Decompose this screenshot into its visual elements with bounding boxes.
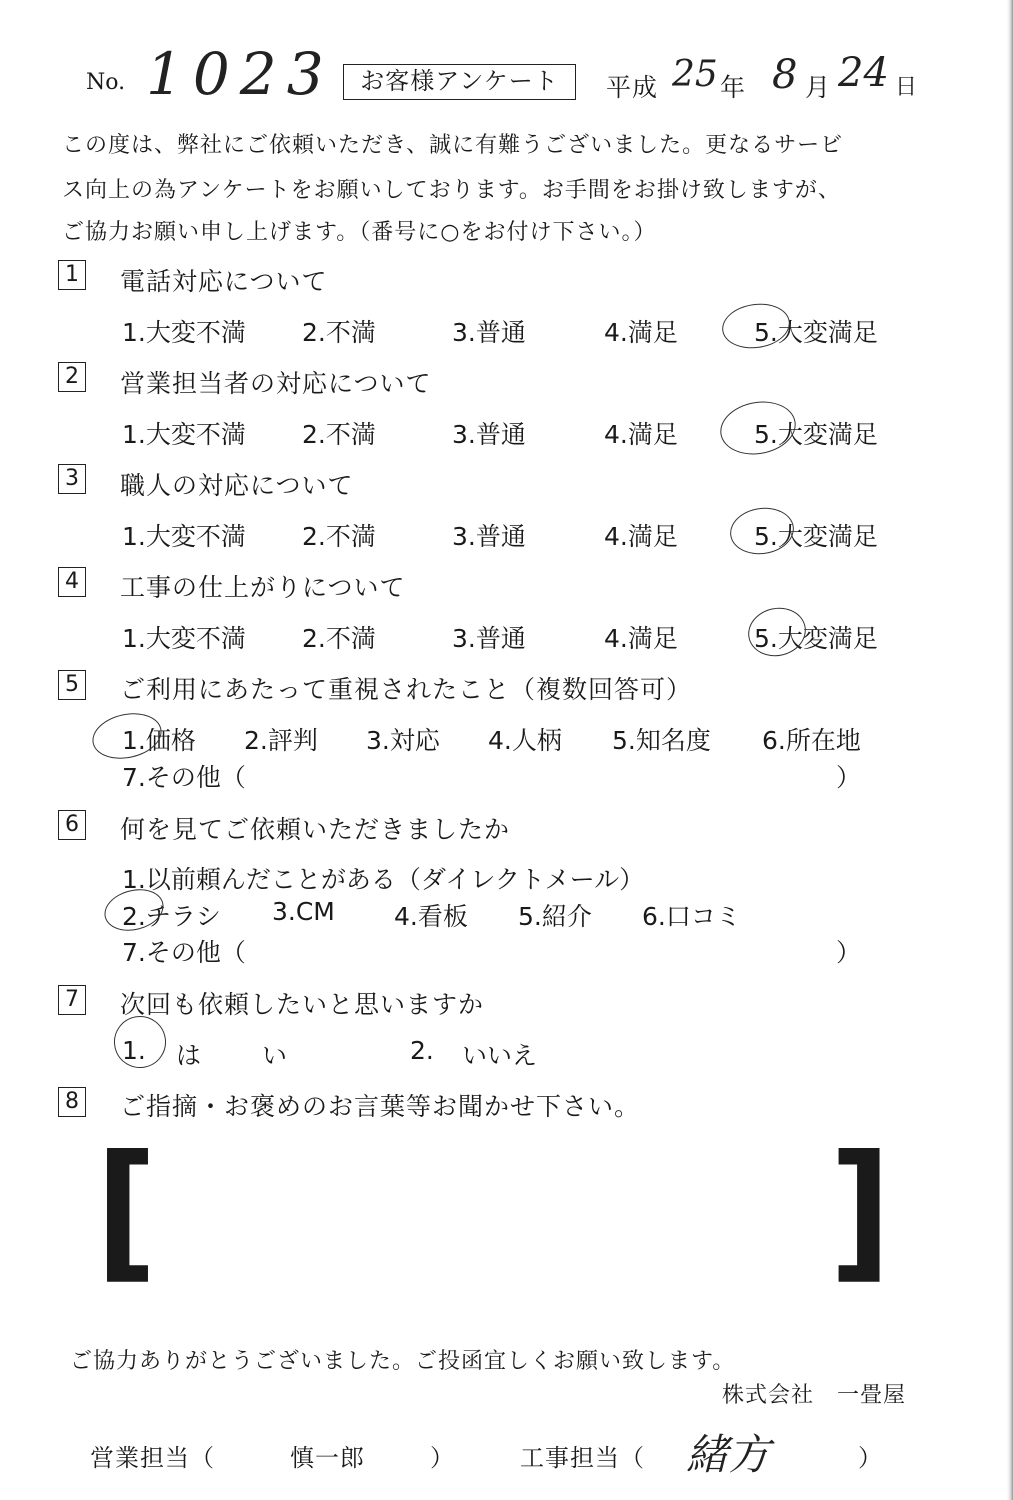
option-no-number[interactable]: 2. xyxy=(410,1036,434,1065)
answer-options xyxy=(122,721,902,755)
option-neutral[interactable]: 3.普通 xyxy=(452,318,526,347)
comment-box-close-bracket: ] xyxy=(829,1124,892,1298)
option-word-of-mouth[interactable]: 6.口コミ xyxy=(642,902,741,931)
date-era-label: 平成 xyxy=(606,73,659,102)
option-satisfied[interactable]: 4.満足 xyxy=(604,522,678,551)
option-referral[interactable]: 5.紹介 xyxy=(518,902,592,931)
question-text: 何を見てご依頼いただきましたか xyxy=(120,815,511,844)
option-very-satisfied[interactable]: 5.大変満足 xyxy=(754,624,878,653)
option-service[interactable]: 3.対応 xyxy=(366,726,440,755)
question-text: 職人の対応について xyxy=(120,471,354,500)
question-text: 電話対応について xyxy=(120,267,328,296)
construction-rep-close-paren: ） xyxy=(858,1444,883,1472)
option-other[interactable]: 7.その他（ xyxy=(122,938,246,967)
option-signboard[interactable]: 4.看板 xyxy=(394,902,468,931)
option-dissatisfied[interactable]: 2.不満 xyxy=(302,624,376,653)
other-option-row xyxy=(122,933,862,967)
company-name: 株式会社 一畳屋 xyxy=(722,1383,907,1408)
question-number: 5 xyxy=(58,670,86,700)
option-cm[interactable]: 3.CM xyxy=(272,897,335,926)
date-day-label: 日 xyxy=(895,75,919,100)
survey-number: 1023 xyxy=(146,40,334,108)
option-very-dissatisfied[interactable]: 1.大変不満 xyxy=(122,624,246,653)
date-day: 24 xyxy=(838,50,889,96)
page-edge-shadow xyxy=(1007,0,1013,1500)
option-neutral[interactable]: 3.普通 xyxy=(452,420,526,449)
other-close-paren: ） xyxy=(836,938,862,967)
option-previous-customer[interactable]: 1.以前頼んだことがある（ダイレクトメール） xyxy=(122,865,645,894)
other-option-row xyxy=(122,758,862,792)
question-number: 7 xyxy=(58,985,86,1015)
question-text: ご利用にあたって重視されたこと（複数回答可） xyxy=(120,675,693,704)
option-satisfied[interactable]: 4.満足 xyxy=(604,624,678,653)
question-number: 3 xyxy=(58,464,86,494)
option-reputation[interactable]: 2.評判 xyxy=(244,726,318,755)
option-yes-char-1[interactable]: は xyxy=(176,1041,202,1070)
comment-box-open-bracket: [ xyxy=(95,1124,158,1298)
option-very-satisfied[interactable]: 5.大変満足 xyxy=(754,522,878,551)
option-flyer[interactable]: 2.チラシ xyxy=(122,902,221,931)
construction-rep-label: 工事担当（ xyxy=(520,1444,645,1472)
option-neutral[interactable]: 3.普通 xyxy=(452,624,526,653)
intro-line: ご協力お願い申し上げます。（番号に○をお付け下さい。） xyxy=(62,220,657,245)
question-text: 工事の仕上がりについて xyxy=(120,573,406,602)
question-text: ご指摘・お褒めのお言葉等お聞かせ下さい。 xyxy=(120,1092,641,1121)
option-yes-char-2[interactable]: い xyxy=(262,1041,288,1070)
date-year-label: 年 xyxy=(720,73,747,102)
option-dissatisfied[interactable]: 2.不満 xyxy=(302,420,376,449)
date-month-label: 月 xyxy=(805,73,832,102)
option-neutral[interactable]: 3.普通 xyxy=(452,522,526,551)
other-close-paren: ） xyxy=(836,763,862,792)
sales-rep-close-paren: ） xyxy=(430,1444,455,1472)
date-year: 25 xyxy=(672,54,718,95)
answer-options xyxy=(122,897,782,931)
option-very-dissatisfied[interactable]: 1.大変不満 xyxy=(122,318,246,347)
survey-title: お客様アンケート xyxy=(343,64,576,100)
option-satisfied[interactable]: 4.満足 xyxy=(604,420,678,449)
answer-options xyxy=(122,1036,562,1070)
option-other[interactable]: 7.その他（ xyxy=(122,763,246,792)
question-number: 8 xyxy=(58,1087,86,1117)
option-very-satisfied[interactable]: 5.大変満足 xyxy=(754,318,878,347)
option-very-dissatisfied[interactable]: 1.大変不満 xyxy=(122,420,246,449)
question-number: 4 xyxy=(58,567,86,597)
option-very-dissatisfied[interactable]: 1.大変不満 xyxy=(122,522,246,551)
option-yes-number[interactable]: 1. xyxy=(122,1036,146,1065)
question-number: 6 xyxy=(58,810,86,840)
option-personality[interactable]: 4.人柄 xyxy=(488,726,562,755)
question-number: 2 xyxy=(58,362,86,392)
option-name-recognition[interactable]: 5.知名度 xyxy=(612,726,711,755)
option-dissatisfied[interactable]: 2.不満 xyxy=(302,522,376,551)
question-number: 1 xyxy=(58,260,86,290)
date-month: 8 xyxy=(772,52,798,98)
option-no[interactable]: いいえ xyxy=(462,1041,538,1070)
thanks-message: ご協力ありがとうございました。ご投函宜しくお願い致します。 xyxy=(70,1349,736,1374)
comment-box-content[interactable] xyxy=(170,1180,810,1290)
construction-rep-name: 緒方 xyxy=(686,1430,771,1479)
sales-rep-label: 営業担当（ xyxy=(90,1444,215,1472)
option-price[interactable]: 1.価格 xyxy=(122,726,196,755)
question-text: 次回も依頼したいと思いますか xyxy=(120,990,485,1019)
option-very-satisfied[interactable]: 5.大変満足 xyxy=(754,420,878,449)
option-satisfied[interactable]: 4.満足 xyxy=(604,318,678,347)
sales-rep-name: 慎一郎 xyxy=(290,1444,365,1472)
question-text: 営業担当者の対応について xyxy=(120,369,432,398)
intro-line: この度は、弊社にご依頼いただき、誠に有難うございました。更なるサービ xyxy=(62,133,844,158)
option-dissatisfied[interactable]: 2.不満 xyxy=(302,318,376,347)
option-location[interactable]: 6.所在地 xyxy=(762,726,861,755)
number-label: No. xyxy=(86,70,126,95)
intro-line: ス向上の為アンケートをお願いしております。お手間をお掛け致しますが、 xyxy=(62,178,841,203)
